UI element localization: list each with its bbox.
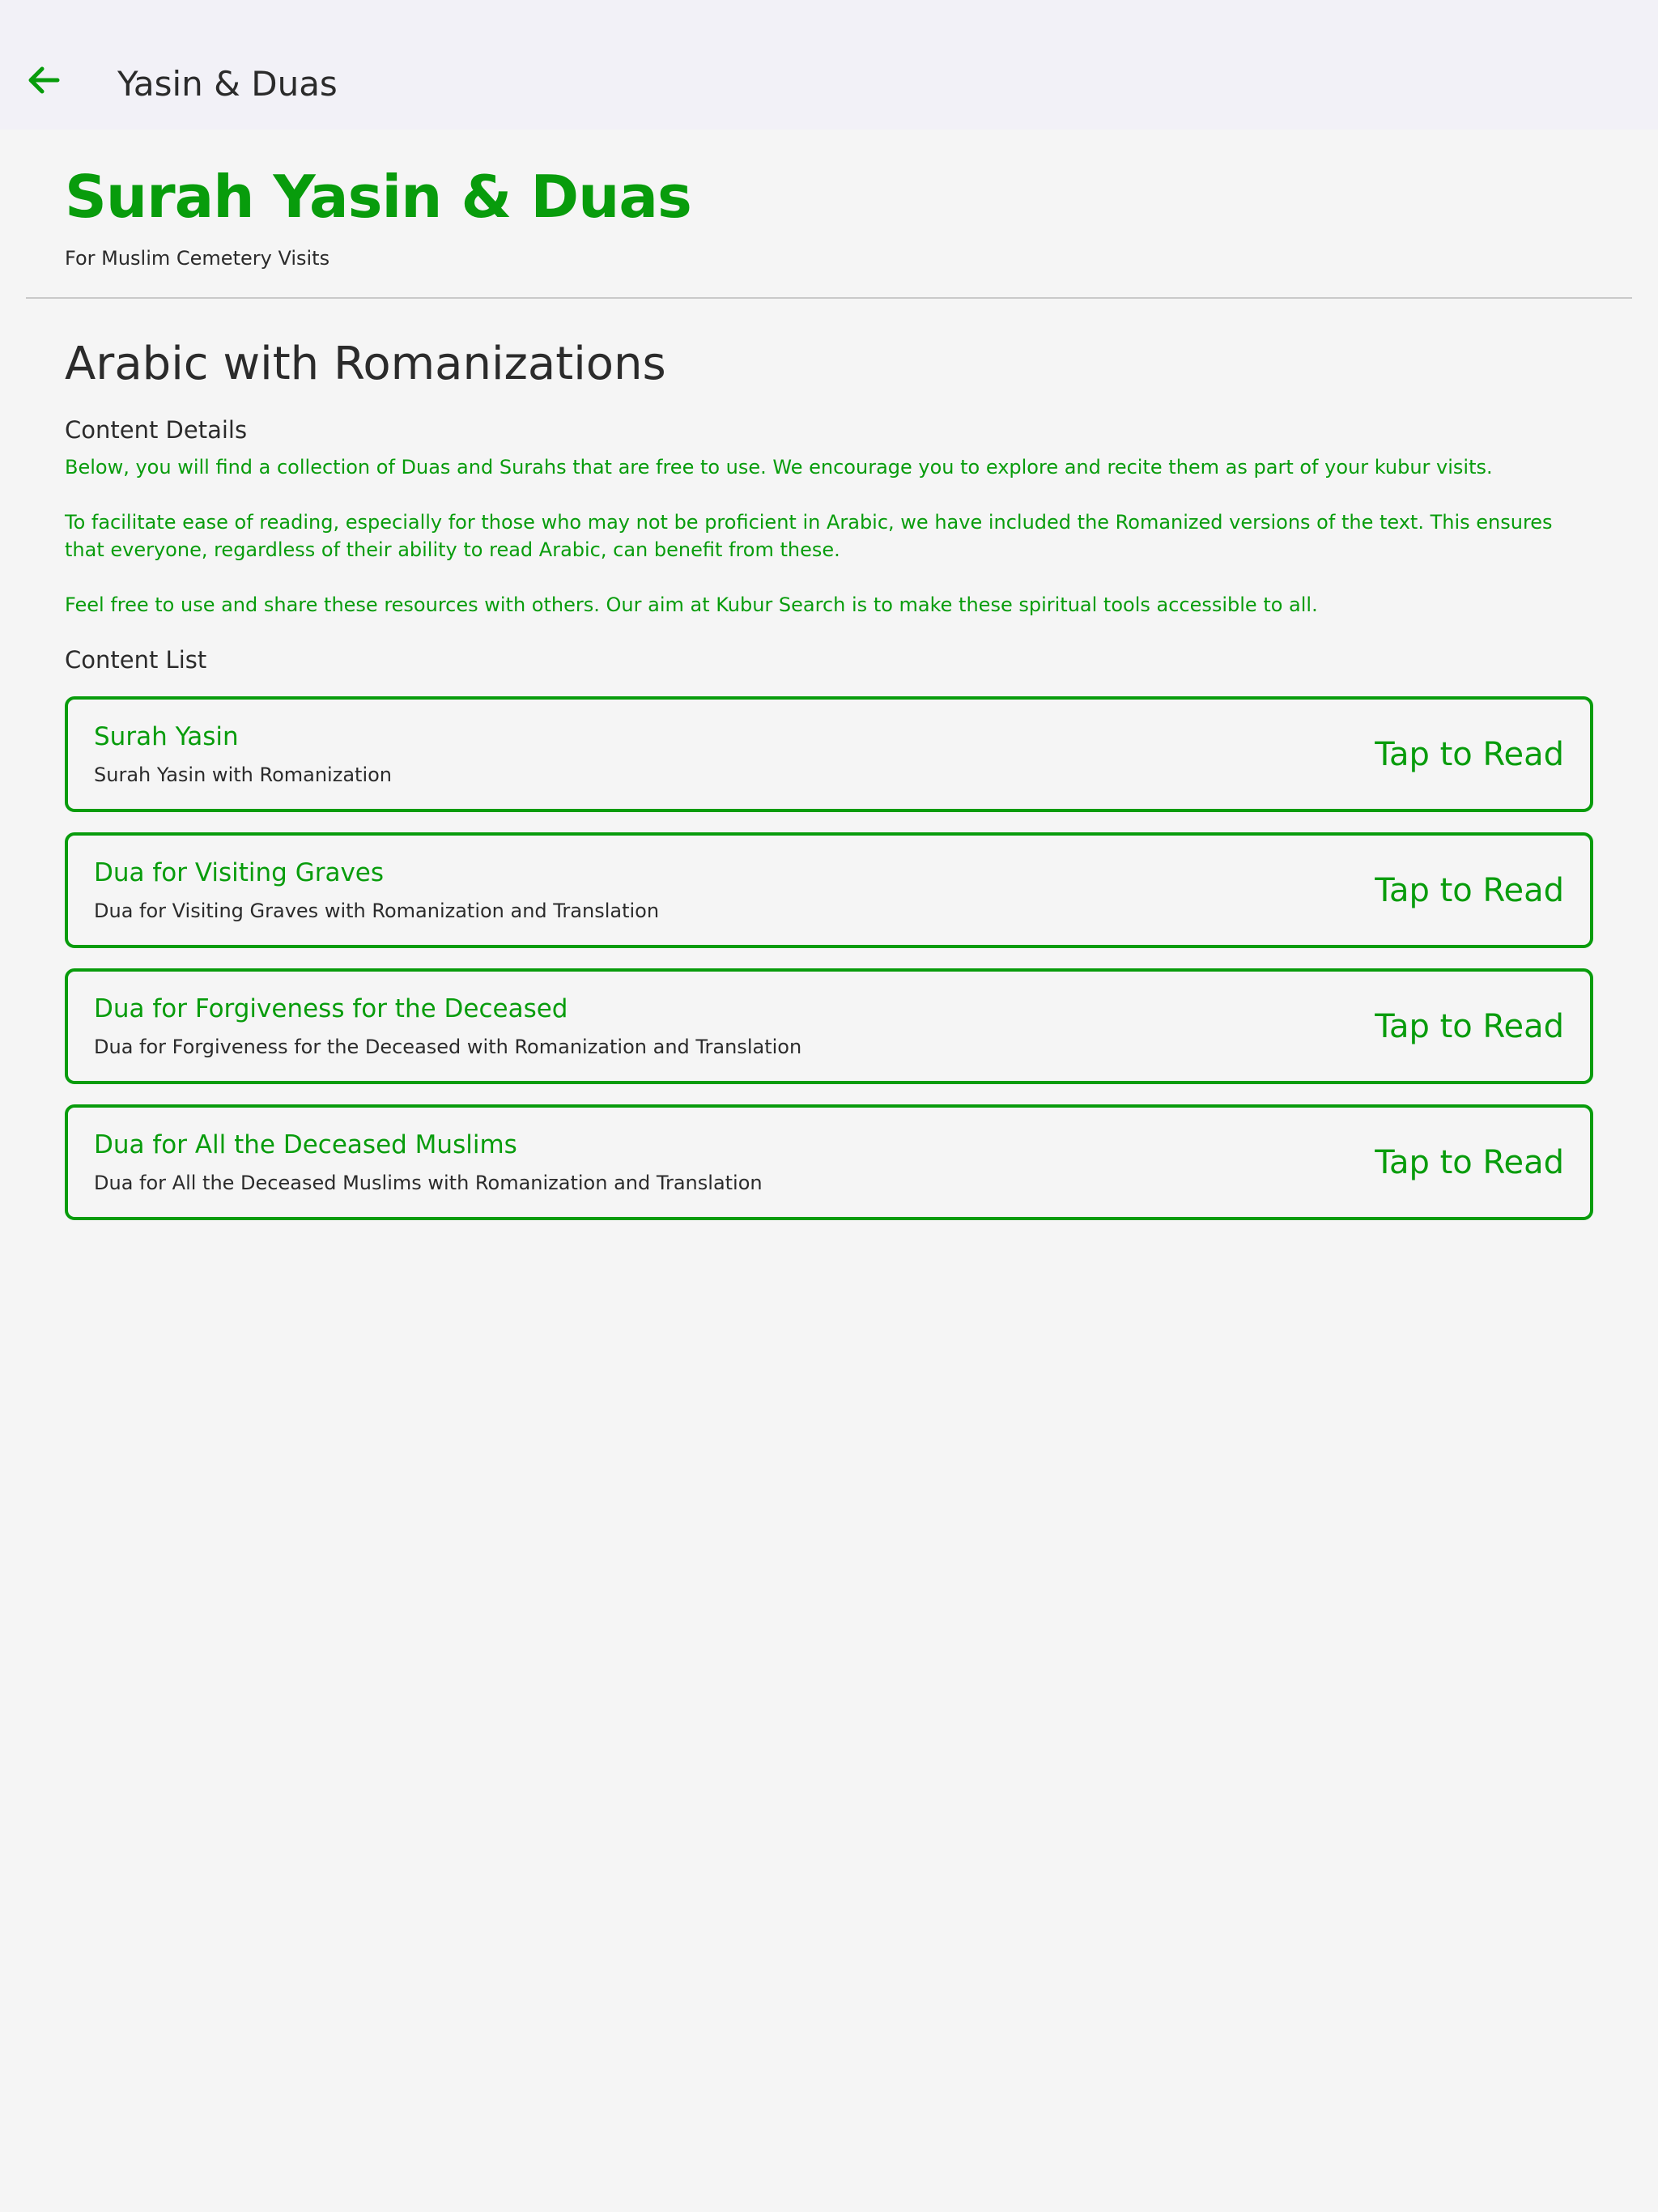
arrow-left-icon: [27, 63, 61, 97]
content-card-dua-all-deceased[interactable]: [65, 1104, 1593, 1220]
card-subtitle: Surah Yasin with Romanization: [94, 764, 393, 786]
card-subtitle: Dua for Visiting Graves with Romanization and Translation: [94, 900, 660, 922]
section-title: Arabic with Romanizations: [65, 338, 666, 390]
content-list-heading: Content List: [65, 646, 207, 674]
tap-to-read-button[interactable]: Tap to Read: [1375, 1144, 1564, 1181]
card-subtitle: Dua for All the Deceased Muslims with Romanization and Translation: [94, 1172, 763, 1194]
content-card-dua-forgiveness[interactable]: [65, 968, 1593, 1084]
content-card-dua-visiting-graves[interactable]: [65, 832, 1593, 948]
page-title: Surah Yasin & Duas: [65, 163, 691, 231]
card-title: Dua for All the Deceased Muslims: [94, 1130, 517, 1159]
card-title: Dua for Forgiveness for the Deceased: [94, 994, 568, 1023]
description-paragraph-1: Below, you will find a collection of Duas and Surahs that are free to use. We encourage you to explore and recite them as part of your kubur visits.: [65, 456, 1493, 479]
description-paragraph-2: To facilitate ease of reading, especially for those who may not be proficient in Arabic, we have included the Romanized versions of the text. This ensures that everyone, regardless of their ability to read Arabic, can benefit from these.: [65, 511, 1553, 561]
card-title: Dua for Visiting Graves: [94, 858, 385, 887]
tap-to-read-button[interactable]: Tap to Read: [1375, 872, 1564, 909]
card-title: Surah Yasin: [94, 722, 239, 751]
tap-to-read-button[interactable]: Tap to Read: [1375, 736, 1564, 773]
divider: [26, 297, 1632, 299]
content-list: [65, 696, 1593, 1240]
tap-to-read-button[interactable]: Tap to Read: [1375, 1008, 1564, 1045]
page-subtitle: For Muslim Cemetery Visits: [65, 247, 330, 270]
back-button[interactable]: [19, 56, 68, 104]
description-paragraph-3: Feel free to use and share these resources with others. Our aim at Kubur Search is to make these spiritual tools accessible to all.: [65, 593, 1318, 616]
app-bar-title: Yasin & Duas: [117, 64, 338, 104]
app-bar: [0, 0, 1658, 130]
card-subtitle: Dua for Forgiveness for the Deceased with Romanization and Translation: [94, 1036, 802, 1058]
content-details-heading: Content Details: [65, 416, 248, 444]
content-card-surah-yasin[interactable]: [65, 696, 1593, 812]
